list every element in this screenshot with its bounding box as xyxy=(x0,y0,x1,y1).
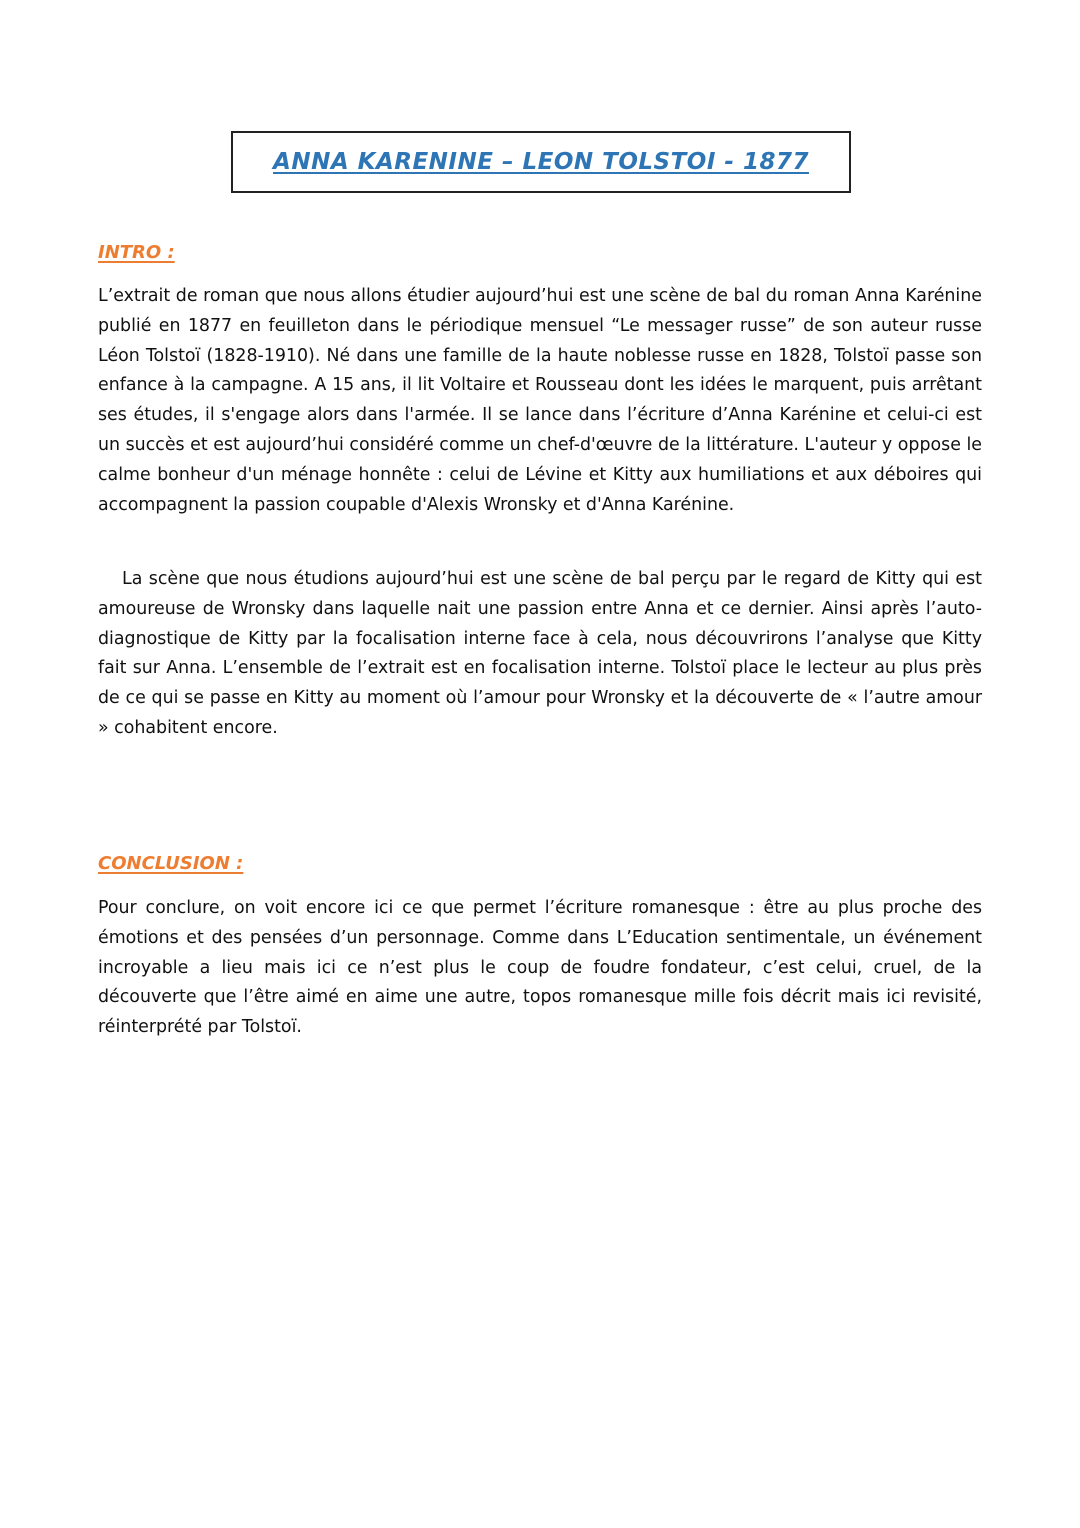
conclusion-paragraph: Pour conclure, on voit encore ici ce que permet l’écriture romanesque : être au plus proche des émotions et des pensées d’un personnage. Comme dans L’Education sentimentale, un événement incroyable a lieu mais ici ce n’est plus le coup de foudre fondateur, c’est celui, cruel, de la découverte que l’être aimé en aime une autre, topos romanesque mille fois décrit mais ici revisité, réinterprété par Tolstoï. xyxy=(98,898,982,1038)
title-box xyxy=(231,131,851,193)
intro-heading: INTRO : xyxy=(98,242,175,263)
intro-paragraph-2: La scène que nous étudions aujourd’hui est une scène de bal perçu par le regard de Kitty qui est amoureuse de Wronsky dans laquelle nait une passion entre Anna et ce dernier. Ainsi après l’auto-diagnostique de Kitty par la focalisation interne face à cela, nous découvrirons l’analyse que Kitty fait sur Anna. L’ensemble de l’extrait est en focalisation interne. Tolstoï place le lecteur au plus près de ce qui se passe en Kitty au moment où l’amour pour Wronsky et la découverte de « l’autre amour » cohabitent encore. xyxy=(98,569,982,738)
intro-paragraph-1: L’extrait de roman que nous allons étudier aujourd’hui est une scène de bal du roman Anna Karénine publié en 1877 en feuilleton dans le périodique mensuel “Le messager russe” de son auteur russe Léon Tolstoï (1828-1910). Né dans une famille de la haute noblesse russe en 1828, Tolstoï passe son enfance à la campagne. A 15 ans, il lit Voltaire et Rousseau dont les idées le marquent, puis arrêtant ses études, il s'engage alors dans l'armée. Il se lance dans l’écriture d’Anna Karénine et celui-ci est un succès et est aujourd’hui considéré comme un chef-d'œuvre de la littérature. L'auteur y oppose le calme bonheur d'un ménage honnête : celui de Lévine et Kitty aux humiliations et aux déboires qui accompagnent la passion coupable d'Alexis Wronsky et d'Anna Karénine. xyxy=(98,286,982,515)
document-title: ANNA KARENINE – LEON TOLSTOI - 1877 xyxy=(273,149,809,175)
conclusion-heading: CONCLUSION : xyxy=(98,853,244,874)
